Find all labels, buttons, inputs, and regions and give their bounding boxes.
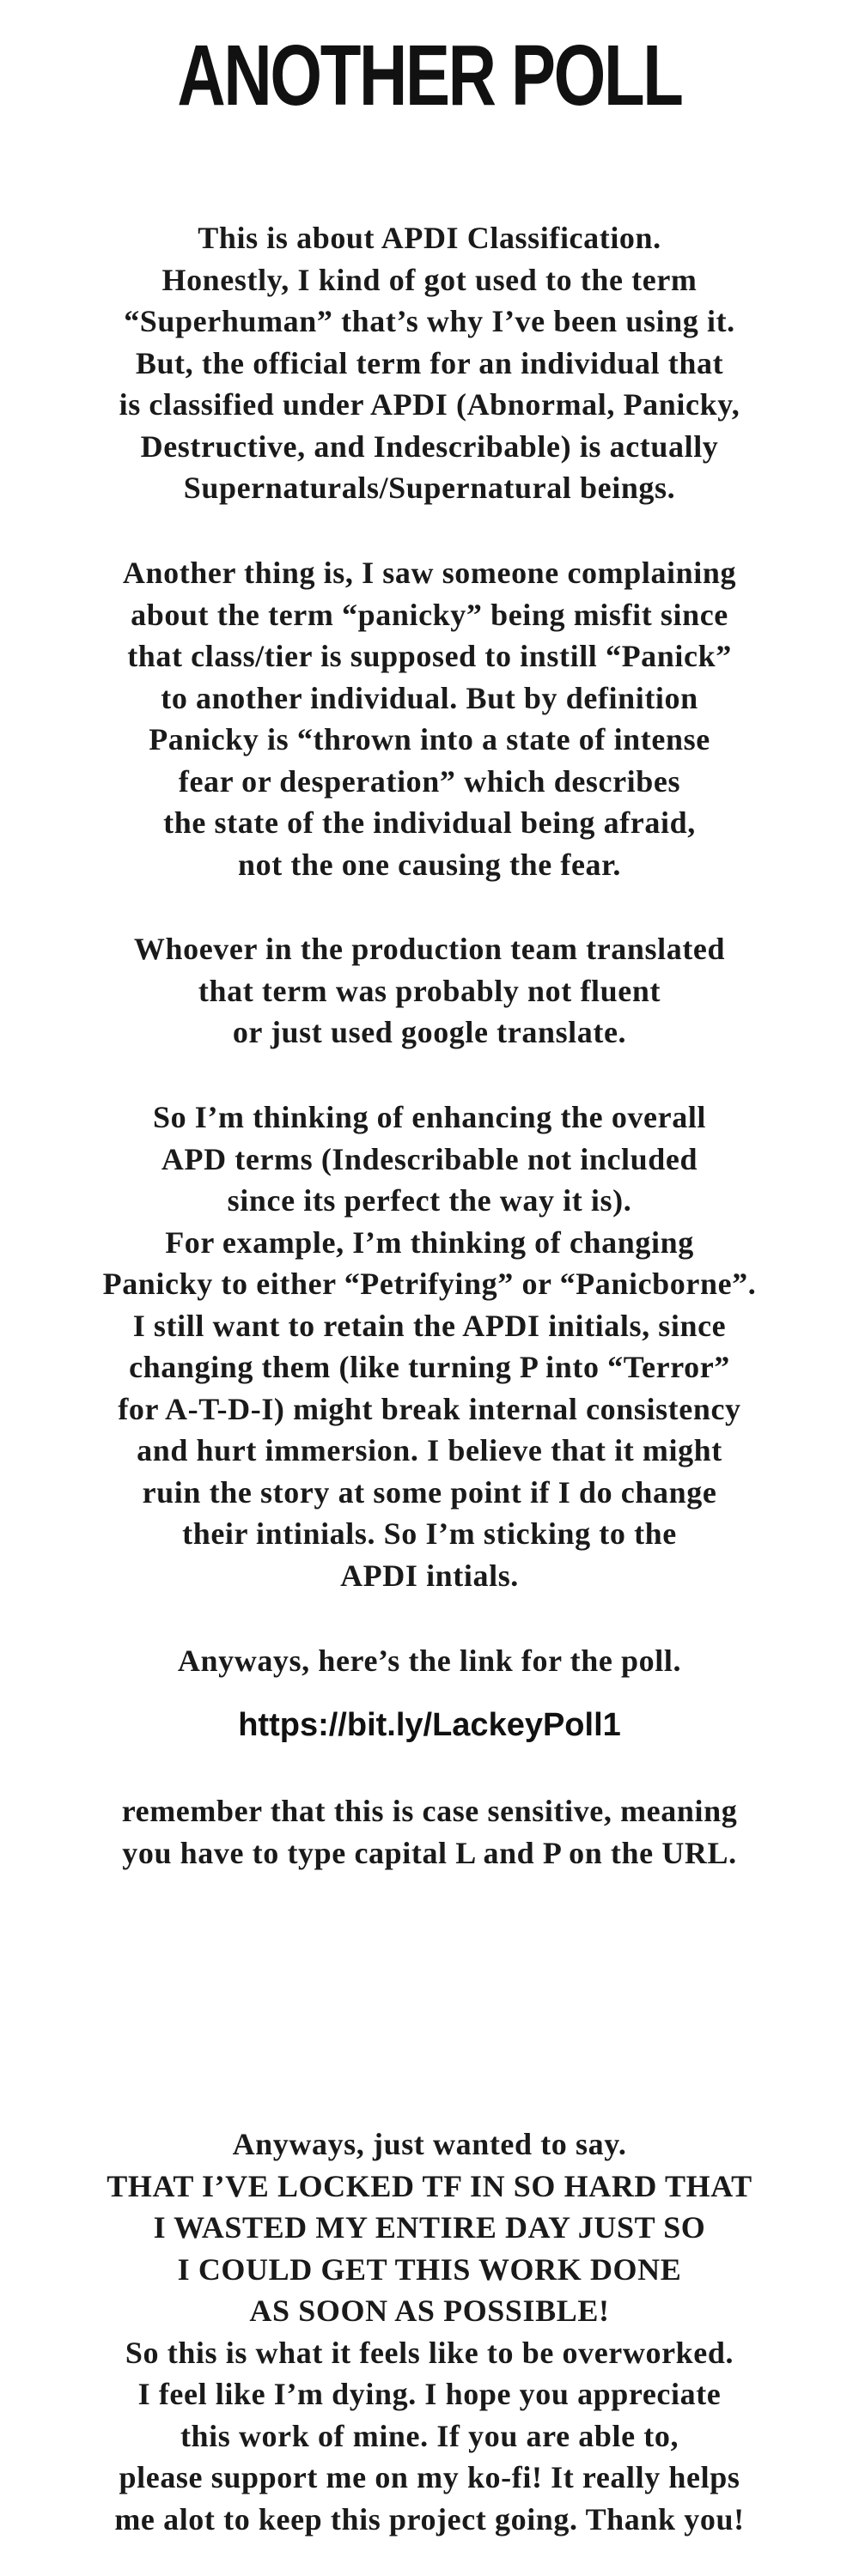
text-line: for A-T-D-I) might break internal consistency [118,1391,741,1426]
paragraph-translation [0,928,859,1054]
text-line: and hurt immersion. I believe that it might [137,1433,722,1467]
text-line: is classified under APDI (Abnormal, Panicky, [119,387,740,422]
text-line: Another thing is, I saw someone complaining [122,556,737,590]
text-line: Panicky is “thrown into a state of intense [149,722,710,756]
text-line: AS SOON AS POSSIBLE! [249,2293,610,2328]
text-line: This is about APDI Classification. [198,221,661,255]
text-line: For example, I’m thinking of changing [165,1224,694,1260]
text-line: THAT I’VE LOCKED TF IN SO HARD THAT [107,2168,752,2203]
paragraph-enhancing-terms [0,1097,859,1596]
text-line: or just used google translate. [232,1015,627,1049]
text-line: to another individual. But by definition [161,680,698,715]
paragraph-closing-note [0,2123,859,2540]
text-line: Destructive, and Indescribable) is actually [140,428,719,464]
text-line: this work of mine. If you are able to, [180,2418,679,2453]
page-title: ANOTHER POLL [177,27,682,124]
text-line: ruin the story at some point if I do change [142,1474,717,1510]
text-line: APDI intials. [340,1558,519,1593]
text-line: Supernaturals/Supernatural beings. [183,471,676,505]
text-line: Honestly, I kind of got used to the term [161,262,698,297]
text-line: that term was probably not fluent [198,973,661,1008]
text-line: “Superhuman” that’s why I’ve been using it. [124,304,735,338]
paragraph-apdi-classification [0,217,859,509]
paragraph-poll-intro [0,1640,859,1682]
poll-link[interactable]: https://bit.ly/LackeyPoll1 [238,1707,621,1743]
text-line: I feel like I’m dying. I hope you appreciate [137,2377,722,2411]
paragraph-case-sensitive [0,1790,859,1874]
text-line: remember that this is case sensitive, meaning [121,1794,738,1828]
text-line: So I’m thinking of enhancing the overall [152,1100,707,1134]
text-line: changing them (like turning P into “Terror” [129,1350,730,1384]
text-line: I WASTED MY ENTIRE DAY JUST SO [153,2210,706,2245]
text-line: So this is what it feels like to be overworked. [125,2335,734,2370]
text-line: But, the official term for an individual that [135,345,724,380]
text-line: Whoever in the production team translated [133,932,726,966]
text-line: APD terms (Indescribable not included [161,1141,698,1176]
text-line: their intinials. So I’m sticking to the [182,1516,677,1551]
text-line: you have to type capital L and P on the URL. [122,1835,737,1870]
text-line: about the term “panicky” being misfit since [131,597,728,632]
text-line: not the one causing the fear. [237,847,622,882]
text-line: I still want to retain the APDI initials, since [132,1308,727,1343]
paragraph-panicky-term [0,552,859,885]
text-line: Anyways, here’s the link for the poll. [177,1643,682,1678]
text-line: I COULD GET THIS WORK DONE [177,2251,682,2287]
text-line: the state of the individual being afraid, [163,805,696,840]
text-line: Anyways, just wanted to say. [232,2127,627,2161]
text-line: me alot to keep this project going. Thank you! [114,2501,745,2537]
text-line: since its perfect the way it is). [227,1183,632,1218]
text-line: please support me on my ko-fi! It really helps [119,2460,740,2494]
text-line: fear or desperation” which describes [178,763,681,799]
text-line: Panicky to either “Petrifying” or “Panicborne”. [102,1267,757,1301]
text-line: that class/tier is supposed to instill “Panick” [127,639,732,673]
